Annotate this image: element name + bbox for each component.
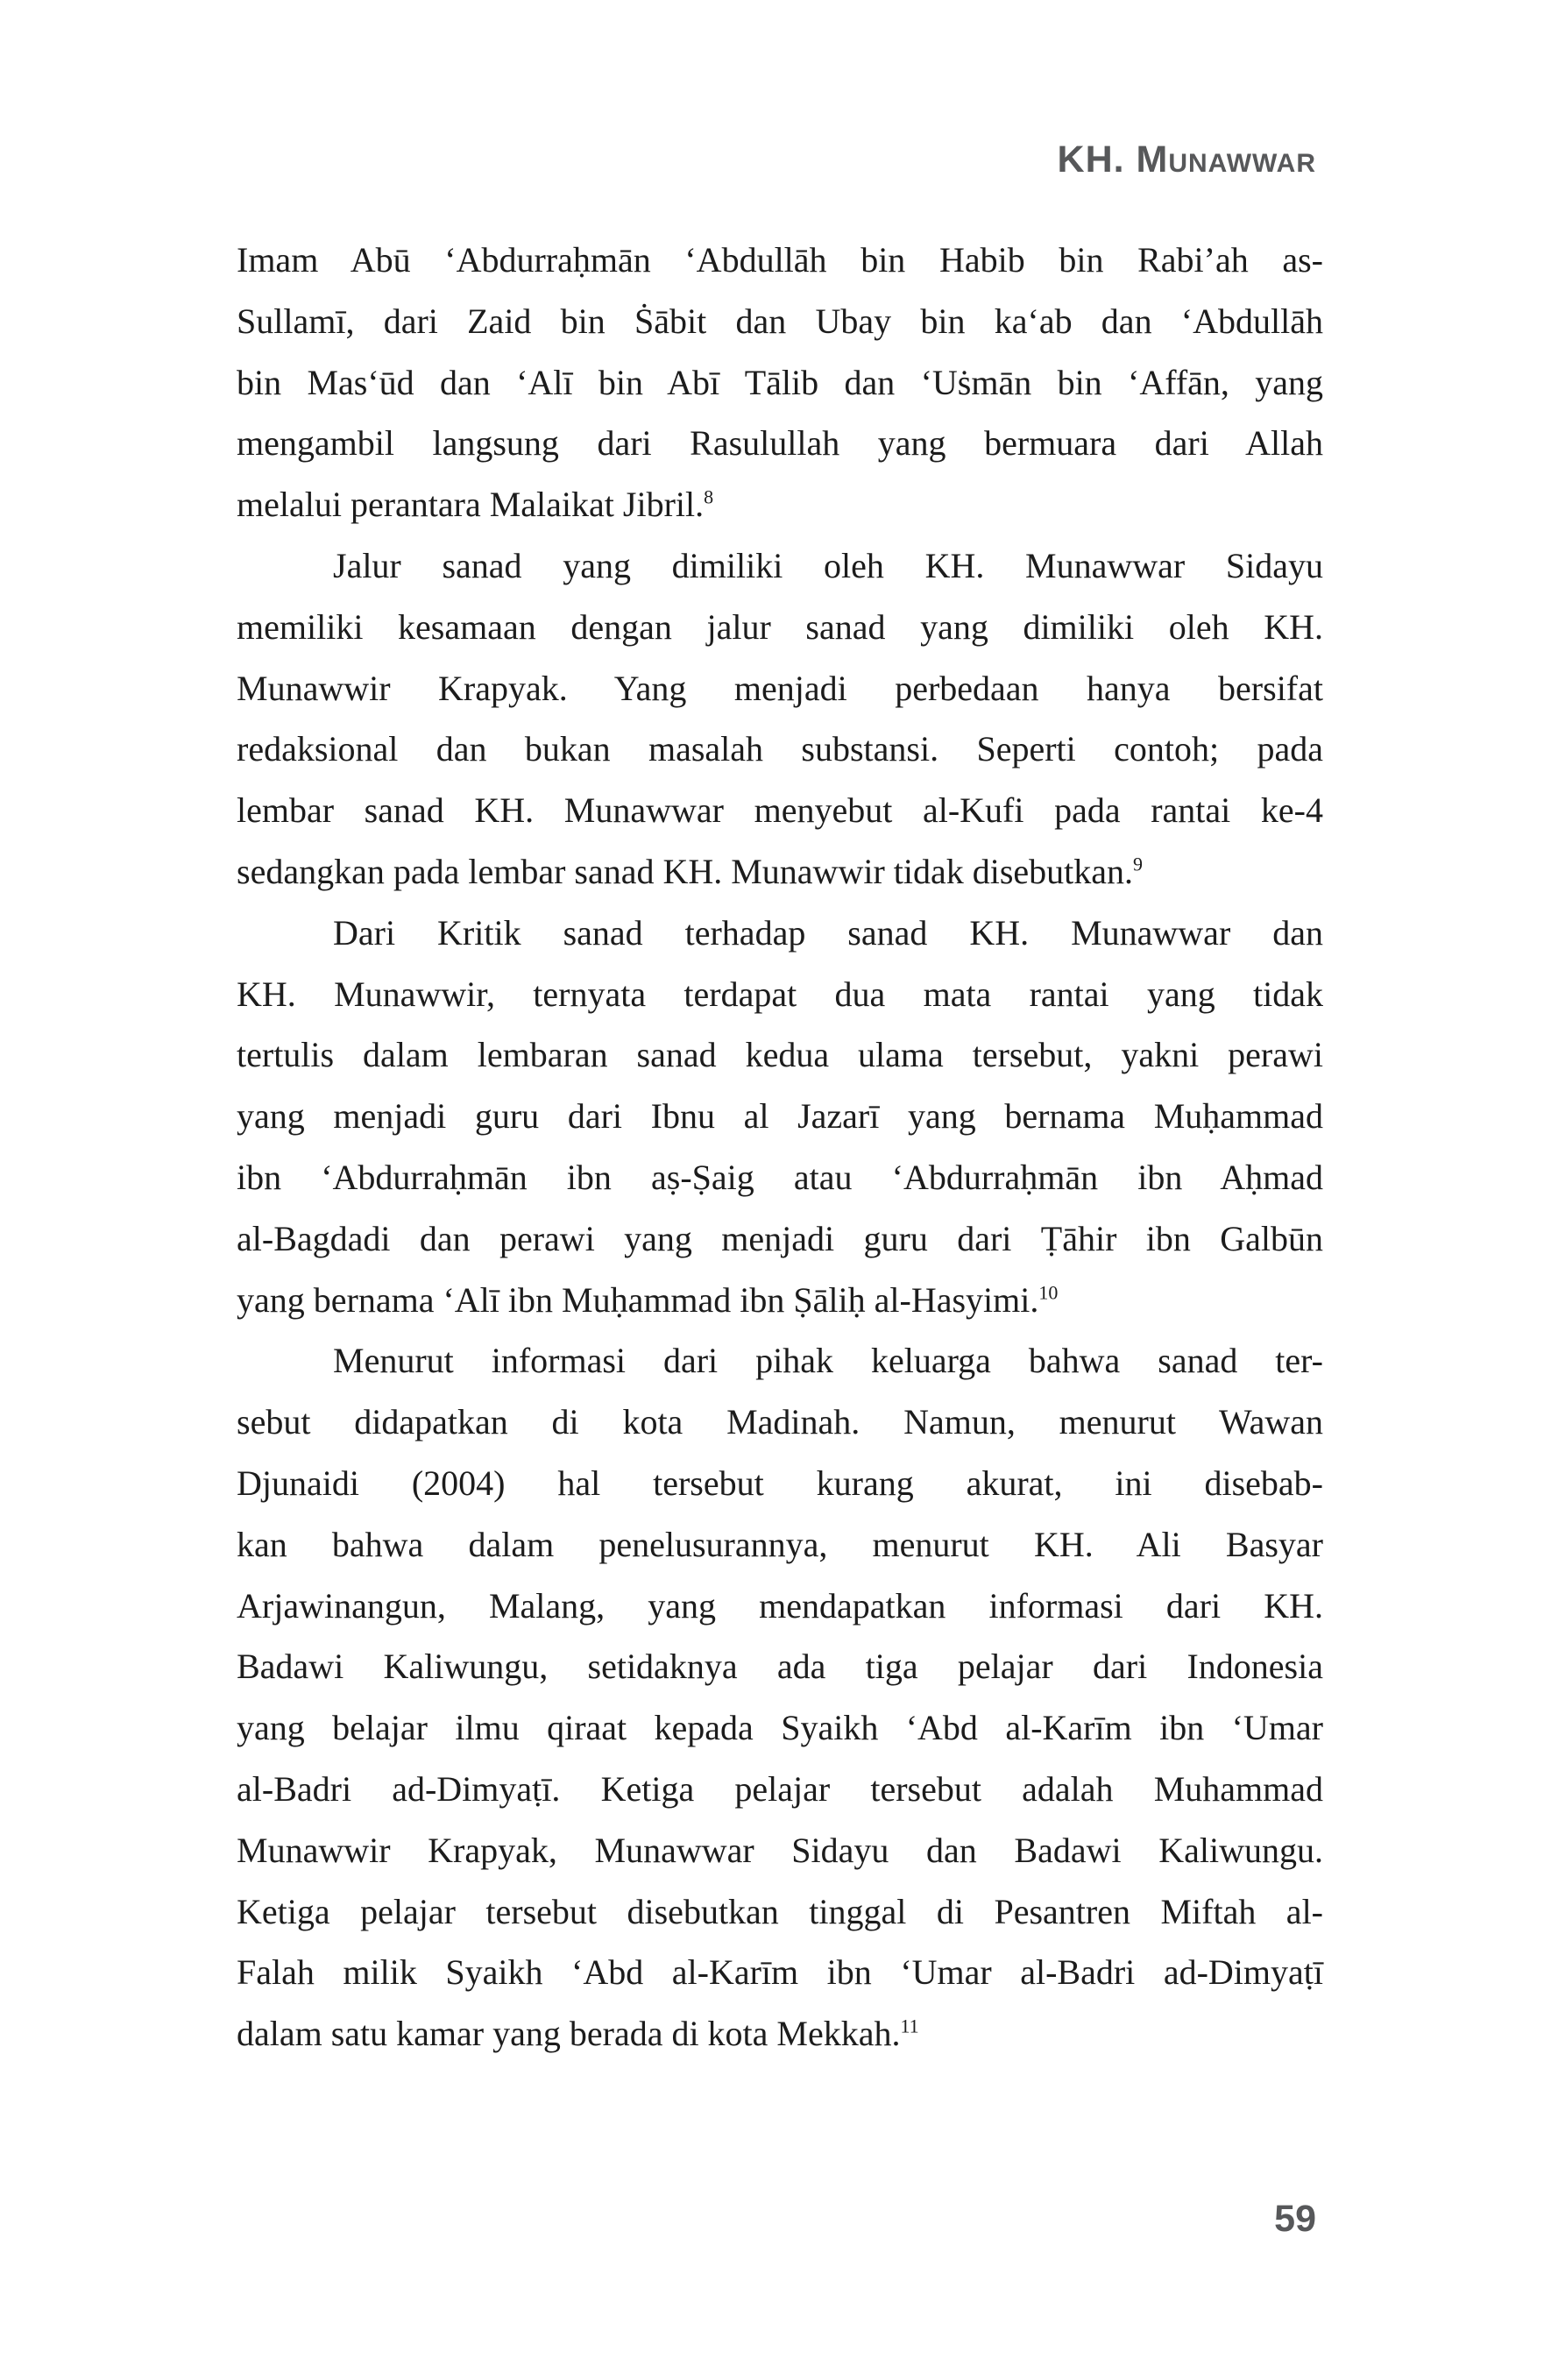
- text-line: [237, 1024, 1323, 1086]
- text-line-content: sebut didapatkan di kota Madinah. Namun, menurut Wawan: [237, 1402, 1323, 1442]
- text-line-content: al-Badri ad-Dimyaṭī. Ketiga pelajar tersebut adalah Muhammad: [237, 1768, 1323, 1809]
- running-header: KH. Munawwar: [1057, 138, 1316, 181]
- text-line: [237, 1759, 1323, 1820]
- text-line: [237, 1330, 1323, 1392]
- text-line: [237, 413, 1323, 474]
- text-line-content: redaksional dan bukan masalah substansi. Seperti contoh; pada: [237, 729, 1323, 769]
- text-line: [237, 964, 1323, 1025]
- text-line: [237, 1636, 1323, 1697]
- text-line-content: Arjawinangun, Malang, yang mendapatkan informasi dari KH.: [237, 1585, 1323, 1626]
- text-line: [237, 1697, 1323, 1759]
- text-line-content: memiliki kesamaan dengan jalur sanad yang dimiliki oleh KH.: [237, 606, 1323, 647]
- text-line: [237, 1942, 1323, 2003]
- body-text: [237, 230, 1323, 2065]
- text-line-content: Jalur sanad yang dimiliki oleh KH. Munawwar Sidayu: [333, 545, 1323, 585]
- text-line-content: tertulis dalam lembaran sanad kedua ulama tersebut, yakni perawi: [237, 1035, 1323, 1075]
- text-line: [237, 1453, 1323, 1514]
- text-line: [237, 658, 1323, 719]
- footnote-marker: 9: [1133, 853, 1144, 875]
- text-line-content: Sullamī, dari Zaid bin Ṡābit dan Ubay bin ka‘ab dan ‘Abdullāh: [237, 301, 1323, 341]
- text-line: [237, 230, 1323, 291]
- text-line: [237, 474, 1323, 535]
- text-line-content: Munawwir Krapyak. Yang menjadi perbedaan hanya bersifat: [237, 668, 1323, 708]
- text-line: [237, 903, 1323, 964]
- text-line-content: sedangkan pada lembar sanad KH. Munawwir tidak disebutkan.: [237, 851, 1134, 891]
- page-number: 59: [1274, 2198, 1316, 2240]
- text-line-content: yang bernama ‘Alī ibn Muḥammad ibn Ṣāliḥ al-Hasyimi.: [237, 1279, 1039, 1320]
- text-line: [237, 597, 1323, 658]
- text-line: [237, 1270, 1323, 1331]
- text-line: [237, 1881, 1323, 1943]
- text-line: [237, 1147, 1323, 1208]
- text-line: [237, 291, 1323, 352]
- text-line: [237, 1576, 1323, 1637]
- text-line-content: bin Mas‘ūd dan ‘Alī bin Abī Tālib dan ‘Uṡmān bin ‘Affān, yang: [237, 362, 1323, 402]
- text-line: [237, 719, 1323, 780]
- text-line-content: yang belajar ilmu qiraat kepada Syaikh ‘Abd al-Karīm ibn ‘Umar: [237, 1708, 1323, 1748]
- text-line-content: melalui perantara Malaikat Jibril.: [237, 485, 705, 525]
- text-line: [237, 1820, 1323, 1881]
- text-line-content: kan bahwa dalam penelusurannya, menurut KH. Ali Basyar: [237, 1524, 1323, 1564]
- text-line: [237, 1392, 1323, 1453]
- text-line: [237, 535, 1323, 597]
- footnote-marker: 11: [900, 2015, 919, 2037]
- text-line-content: Falah milik Syaikh ‘Abd al-Karīm ibn ‘Umar al-Badri ad-Dimyaṭī: [237, 1952, 1323, 1993]
- text-line-content: KH. Munawwir, ternyata terdapat dua mata rantai yang tidak: [237, 974, 1323, 1014]
- text-line-content: ibn ‘Abdurraḥmān ibn aṣ-Ṣaig atau ‘Abdurraḥmān ibn Aḥmad: [237, 1157, 1323, 1197]
- text-line: [237, 841, 1323, 903]
- text-line: [237, 352, 1323, 414]
- text-line: [237, 780, 1323, 841]
- text-line-content: Djunaidi (2004) hal tersebut kurang akurat, ini disebab-: [237, 1463, 1323, 1503]
- text-line-content: Badawi Kaliwungu, setidaknya ada tiga pelajar dari Indonesia: [237, 1647, 1323, 1687]
- text-line-content: Munawwir Krapyak, Munawwar Sidayu dan Badawi Kaliwungu.: [237, 1830, 1323, 1870]
- text-line: [237, 1086, 1323, 1147]
- text-line-content: al-Bagdadi dan perawi yang menjadi guru dari Ṭāhir ibn Galbūn: [237, 1218, 1323, 1258]
- text-line-content: mengambil langsung dari Rasulullah yang bermuara dari Allah: [237, 423, 1323, 464]
- text-line-content: dalam satu kamar yang berada di kota Mekkah.: [237, 2014, 901, 2054]
- text-line: [237, 1514, 1323, 1576]
- text-line: [237, 2003, 1323, 2065]
- text-line-content: yang menjadi guru dari Ibnu al Jazarī yang bernama Muḥammad: [237, 1096, 1323, 1137]
- text-line-content: Ketiga pelajar tersebut disebutkan tinggal di Pesantren Miftah al-: [237, 1891, 1323, 1931]
- text-line: [237, 1208, 1323, 1270]
- text-line-content: lembar sanad KH. Munawwar menyebut al-Kufi pada rantai ke-4: [237, 790, 1323, 831]
- footnote-marker: 8: [704, 485, 714, 508]
- text-line-content: Imam Abū ‘Abdurraḥmān ‘Abdullāh bin Habib bin Rabi’ah as-: [237, 240, 1323, 280]
- text-line-content: Menurut informasi dari pihak keluarga bahwa sanad ter-: [333, 1341, 1323, 1381]
- text-line-content: Dari Kritik sanad terhadap sanad KH. Munawwar dan: [333, 912, 1323, 953]
- footnote-marker: 10: [1038, 1281, 1059, 1304]
